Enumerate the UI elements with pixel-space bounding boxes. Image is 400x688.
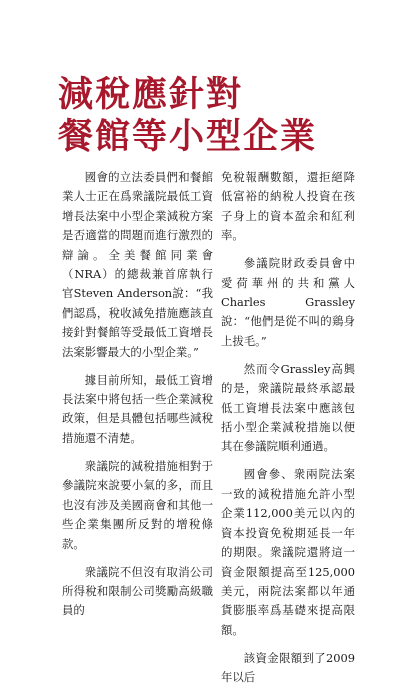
paragraph: 然而令Grassley高興的是，衆議院最終承認最低工資增長法案中應該包括小型企業減稅措施以便其在參議院順利通過。 [221,361,355,454]
paragraph: 衆議院的減稅措施相對于參議院來說要小氣的多，而且也沒有涉及美國商會和其他一些企業集團所反對的增稅條款。 [62,458,213,551]
left-column [62,168,213,621]
paragraph: 國會參、衆兩院法案一致的減稅措施允許小型企業112,000美元以內的資本投資免稅期延長一年的期限。衆議院還將這一資金限額提高至125,000美元，兩院法案都以年通貨膨脹率爲基礎來提高限額。 [221,467,355,637]
article-title [58,74,317,158]
paragraph: 衆議院不但沒有取消公司所得稅和限制公司獎勵高級職員的 [62,564,213,618]
right-column [221,168,355,688]
paragraph: 據目前所知，最低工資增長法案中將包括一些企業減稅政策，但是具體包括哪些減稅措施還不清楚。 [62,372,213,445]
title-line-2: 餐館等小型企業 [58,116,318,157]
paragraph: 參議院財政委員會中愛荷華州的共和黨人Charles Grassley說：“他們是從不叫的鶏身上拔毛。” [221,256,355,348]
paragraph: 該資金限額到了2009年以后 [221,650,355,685]
paragraph: 國會的立法委員們和餐館業人士正在爲衆議院最低工資增長法案中小型企業減稅方案是否適當的問題而進行激烈的辯論。全美餐館同業會（NRA）的總裁兼首席執行官Steven Anderson說：“我們認爲，稅收減免措施應該直接針對餐館等受最低工資增長法案影響最大的小型企業。” [62,170,213,359]
paragraph: 免稅報酬數額，還拒絕降低富裕的納稅人投資在孩子身上的資本盈余和紅利率。 [221,170,355,243]
title-line-1: 減稅應針對 [58,74,244,115]
